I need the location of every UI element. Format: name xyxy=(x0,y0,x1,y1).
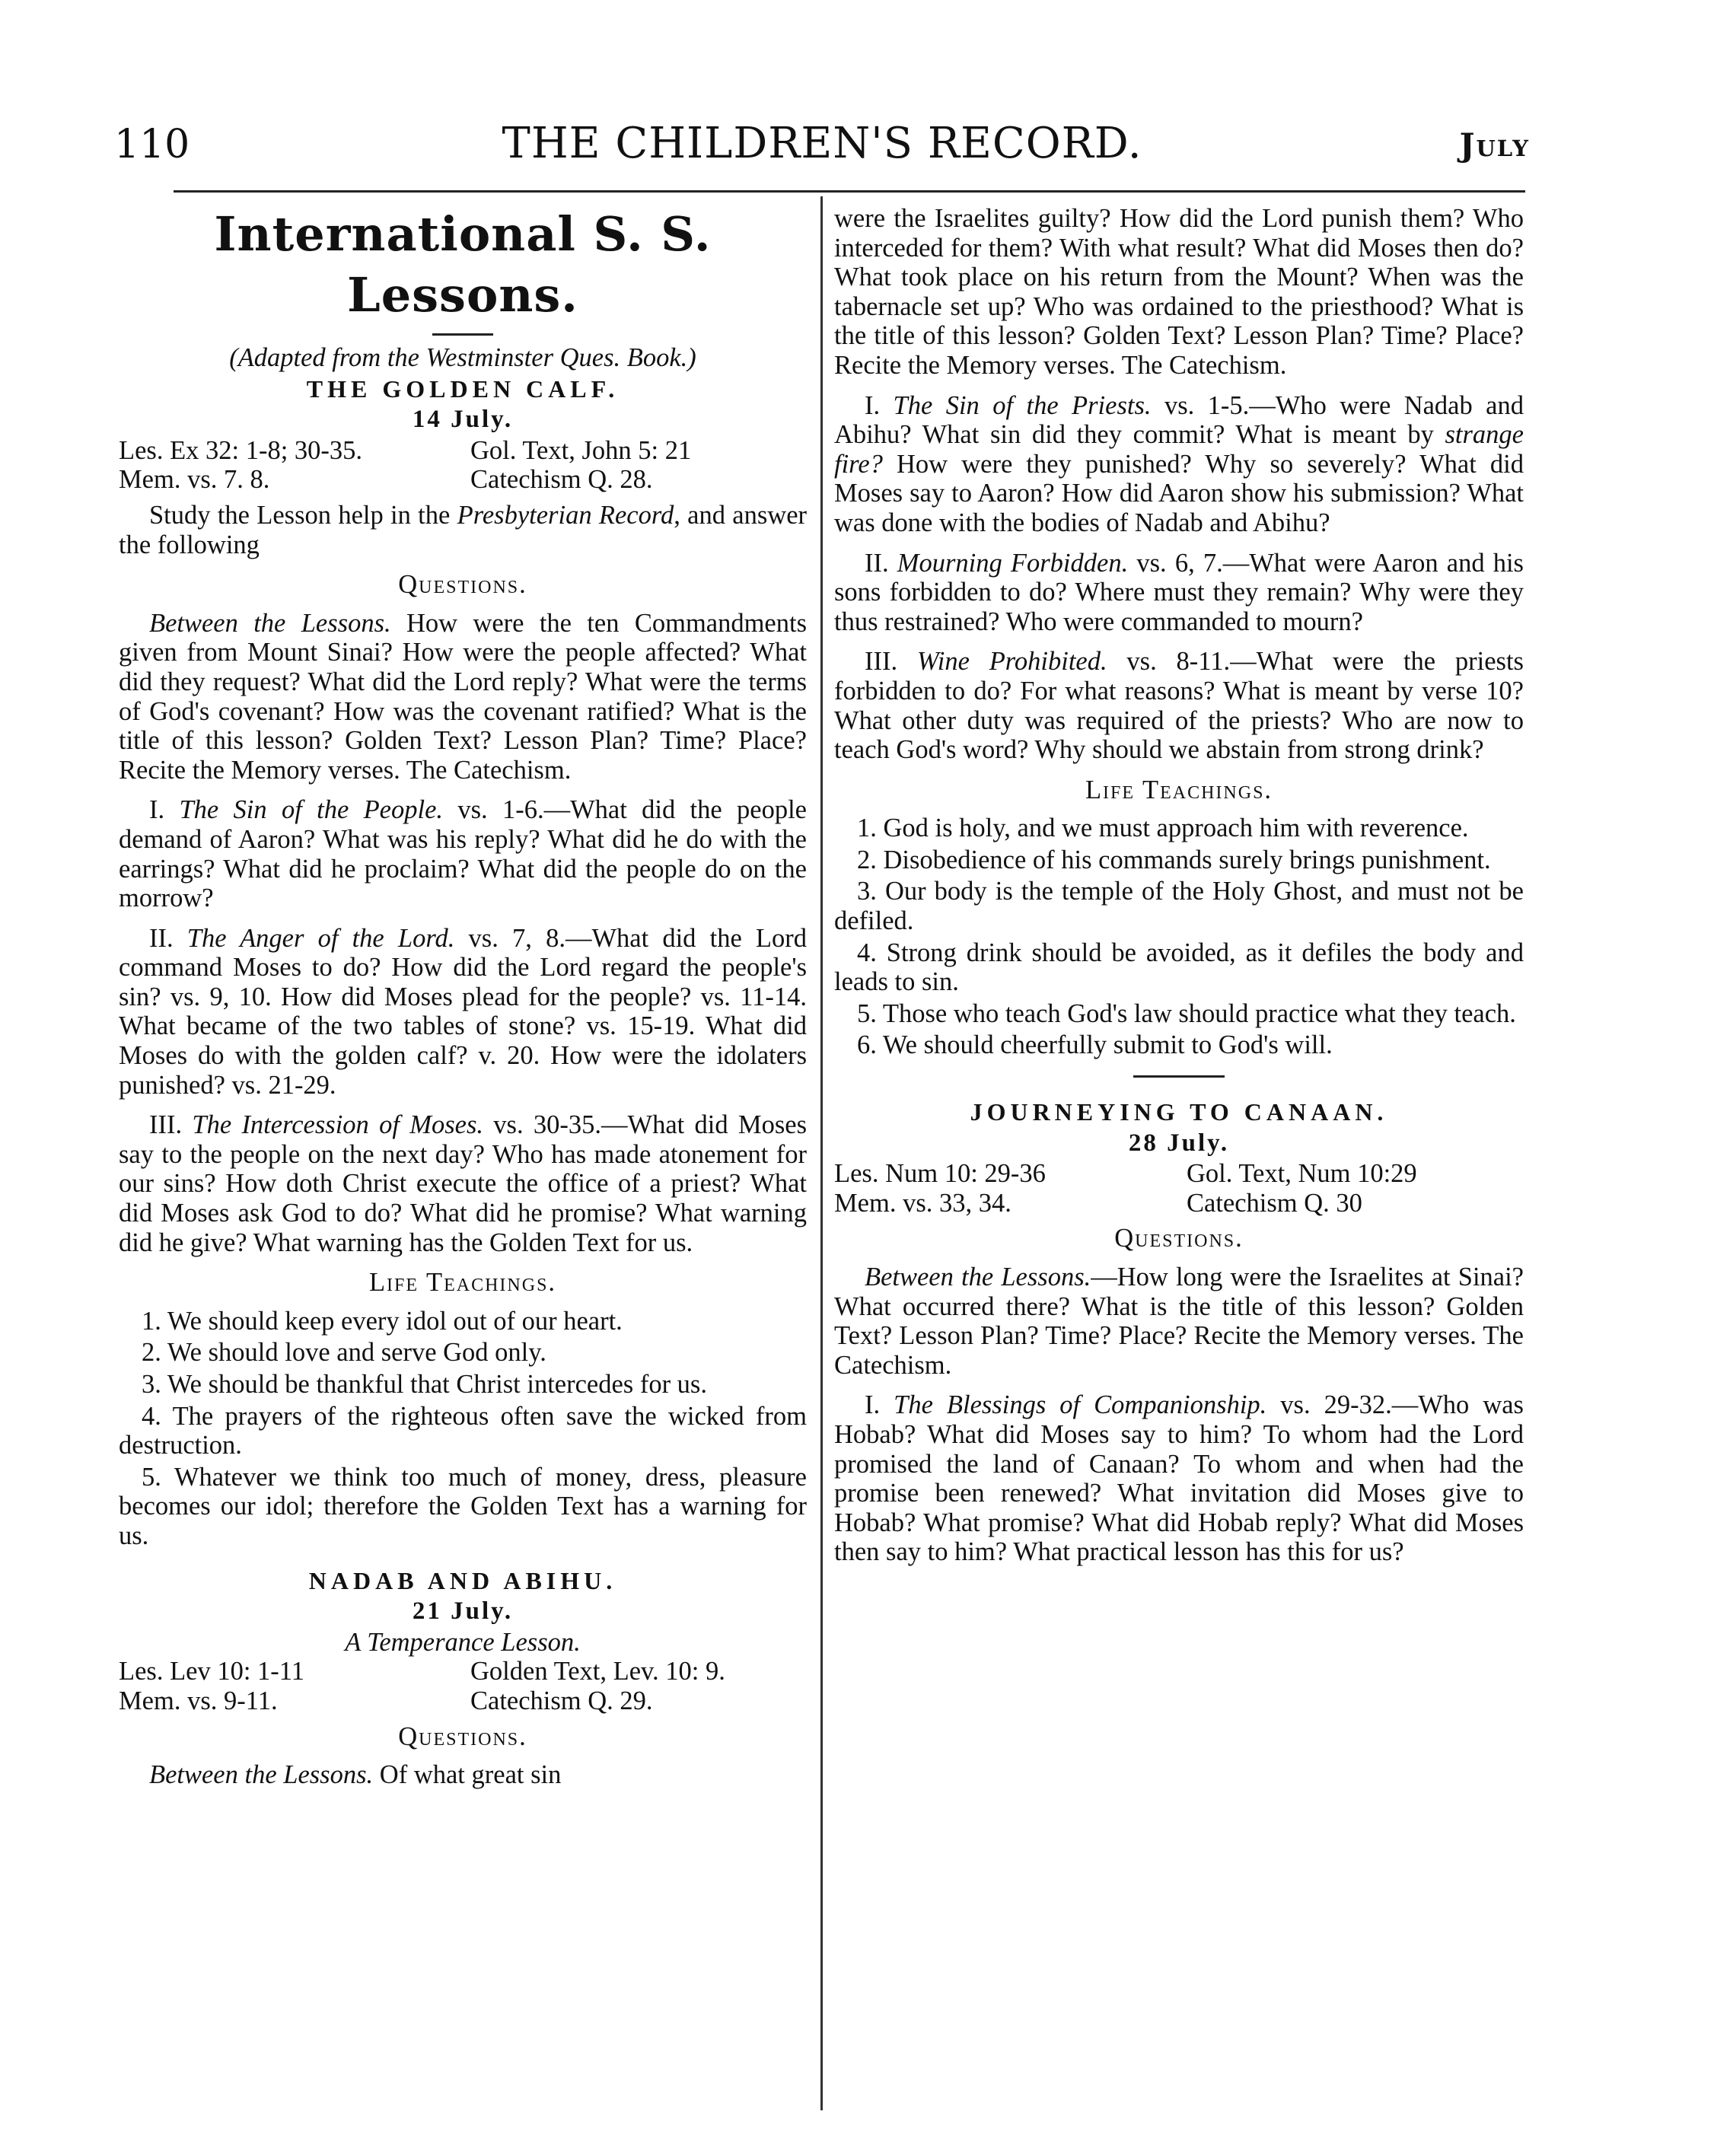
column-divider xyxy=(820,196,823,2110)
questions-heading: Questions. xyxy=(398,570,527,600)
list-item: 3. We should be thankful that Christ intercedes for us. xyxy=(142,1370,707,1399)
section-title: International S. S. Lessons. xyxy=(214,206,712,323)
question-paragraph: I. The Blessings of Companionship. vs. 29-32.—Who was Hobab? What did Moses say to him? To whom had the Lord promised the land of Canaan? To whom and when had the promise been renewed? What invitation did Moses give to Hobab? What promise? What did Hobab reply? What did Moses then say to him? What practical lesson has this for us? xyxy=(834,1390,1524,1567)
lesson-date: 14 July. xyxy=(412,406,514,434)
masthead: THE CHILDREN'S RECORD. xyxy=(502,119,1142,168)
question-paragraph: II. Mourning Forbidden. vs. 6, 7.—What were Aaron and his sons forbidden to do? Where must they remain? Why were they thus restrained? Who were commanded to mourn? xyxy=(834,548,1524,636)
question-paragraph: III. The Intercession of Moses. vs. 30-35.—What did Moses say to the people on the next day? Who has made atonement for our sins? How doth Christ execute the office of a priest? What did Moses ask God to do? What did he promise? What warning did he give? What warning has the Golden Text for us. xyxy=(119,1110,807,1257)
list-item: 4. Strong drink should be avoided, as it defiles the body and leads to sin. xyxy=(834,938,1524,997)
question-paragraph: III. Wine Prohibited. vs. 8-11.—What were the priests forbidden to do? For what reasons? What is meant by verse 10? What other duty was required of the priests? Who are now to teach God's word? Why should we abstain from strong drink? xyxy=(834,647,1524,765)
left-column xyxy=(119,204,807,1801)
section-rule xyxy=(1133,1075,1225,1078)
golden-text: Gol. Text, Num 10:29 xyxy=(1187,1159,1417,1189)
life-teachings-list xyxy=(119,1307,807,1551)
lesson-reference: Les. Ex 32: 1-8; 30-35. xyxy=(119,435,363,465)
lesson-reference: Les. Num 10: 29-36 xyxy=(834,1159,1046,1189)
study-instructions: Study the Lesson help in the Presbyterian Record, and answer the following xyxy=(119,500,807,559)
continued-paragraph: were the Israelites guilty? How did the Lord punish them? Who interceded for them? With what result? What did Moses then do? What took place on his return from the Mount? When was the tabernacle set up? Who was ordained to the priesthood? What is the title of this lesson? Golden Text? Lesson Plan? Time? Place? Recite the Memory verses. The Catechism. xyxy=(834,204,1524,380)
list-item: 5. Whatever we think too much of money, dress, pleasure becomes our idol; therefore the Golden Text has a warning for us. xyxy=(119,1462,807,1550)
questions-heading: Questions. xyxy=(398,1721,527,1751)
life-teachings-list xyxy=(834,814,1524,1060)
life-teachings-heading: Life Teachings. xyxy=(1085,775,1273,804)
question-paragraph: I. The Sin of the People. vs. 1-6.—What did the people demand of Aaron? What was his reply? What did he do with the earrings? What did he proclaim? What did the people do on the morrow? xyxy=(119,795,807,913)
question-paragraph: II. The Anger of the Lord. vs. 7, 8.—What did the Lord command Moses to do? How did the Lord regard the people's sin? vs. 9, 10. How did Moses plead for the people? vs. 11-14. What became of the two tables of stone? vs. 15-19. What did Moses do with the golden calf? v. 20. How were the idolaters punished? vs. 21-29. xyxy=(119,923,807,1100)
lesson-title-nadab-abihu: NADAB AND ABIHU. xyxy=(308,1566,617,1594)
list-item: 1. We should keep every idol out of our heart. xyxy=(142,1306,623,1336)
question-paragraph: Between the Lessons.—How long were the Israelites at Sinai? What occurred there? What is the title of this lesson? Golden Text? Lesson Plan? Time? Place? Recite the Memory verses. The Catechism. xyxy=(834,1263,1524,1380)
list-item: 1. God is holy, and we must approach him with reverence. xyxy=(857,814,1469,843)
title-rule xyxy=(432,333,493,336)
lesson-subtitle: A Temperance Lesson. xyxy=(345,1627,581,1657)
adapted-note: (Adapted from the Westminster Ques. Book.) xyxy=(229,343,696,372)
page-header xyxy=(114,114,1530,175)
header-rule xyxy=(174,190,1525,193)
page-number: 110 xyxy=(114,122,190,167)
list-item: 5. Those who teach God's law should practice what they teach. xyxy=(857,998,1516,1028)
list-item: 3. Our body is the temple of the Holy Ghost, and must not be defiled. xyxy=(834,877,1524,936)
lesson-meta xyxy=(834,1159,1524,1218)
question-paragraph: Between the Lessons. Of what great sin xyxy=(149,1760,562,1790)
memory-verses: Mem. vs. 33, 34. xyxy=(834,1188,1012,1218)
memory-verses: Mem. vs. 9-11. xyxy=(119,1686,278,1715)
lesson-date: 21 July. xyxy=(412,1597,514,1626)
list-item: 6. We should cheerfully submit to God's will. xyxy=(857,1030,1333,1060)
list-item: 2. Disobedience of his commands surely brings punishment. xyxy=(857,845,1491,874)
question-paragraph: I. The Sin of the Priests. vs. 1-5.—Who were Nadab and Abihu? What sin did they commit? What is meant by strange fire? How were they punished? Why so severely? What did Moses say to Aaron? How did Aaron show his submission? What was done with the bodies of Nadab and Abihu? xyxy=(834,390,1524,537)
lesson-title-journeying: JOURNEYING TO CANAAN. xyxy=(970,1098,1388,1126)
memory-verses: Mem. vs. 7. 8. xyxy=(119,465,270,495)
lesson-title-golden-calf: THE GOLDEN CALF. xyxy=(306,374,620,403)
right-column xyxy=(834,204,1524,1578)
catechism: Catechism Q. 30 xyxy=(1187,1188,1362,1218)
life-teachings-heading: Life Teachings. xyxy=(368,1268,557,1298)
lesson-reference: Les. Lev 10: 1-11 xyxy=(119,1657,304,1686)
lesson-meta xyxy=(119,436,807,495)
question-paragraph: Between the Lessons. How were the ten Commandments given from Mount Sinai? How were the people affected? What did they request? What did the Lord reply? What were the terms of God's covenant? How was the covenant ratified? What is the title of this lesson? Golden Text? Lesson Plan? Time? Place? Recite the Memory verses. The Catechism. xyxy=(119,608,807,785)
lesson-date: 28 July. xyxy=(1128,1129,1230,1157)
lesson-meta xyxy=(119,1657,807,1715)
month-label: July xyxy=(1459,126,1530,164)
golden-text: Gol. Text, John 5: 21 xyxy=(470,435,692,465)
catechism: Catechism Q. 29. xyxy=(470,1686,653,1715)
list-item: 2. We should love and serve God only. xyxy=(142,1338,546,1368)
list-item: 4. The prayers of the righteous often save the wicked from destruction. xyxy=(119,1401,807,1460)
golden-text: Golden Text, Lev. 10: 9. xyxy=(470,1657,725,1686)
questions-heading: Questions. xyxy=(1114,1224,1244,1253)
catechism: Catechism Q. 28. xyxy=(470,465,653,495)
